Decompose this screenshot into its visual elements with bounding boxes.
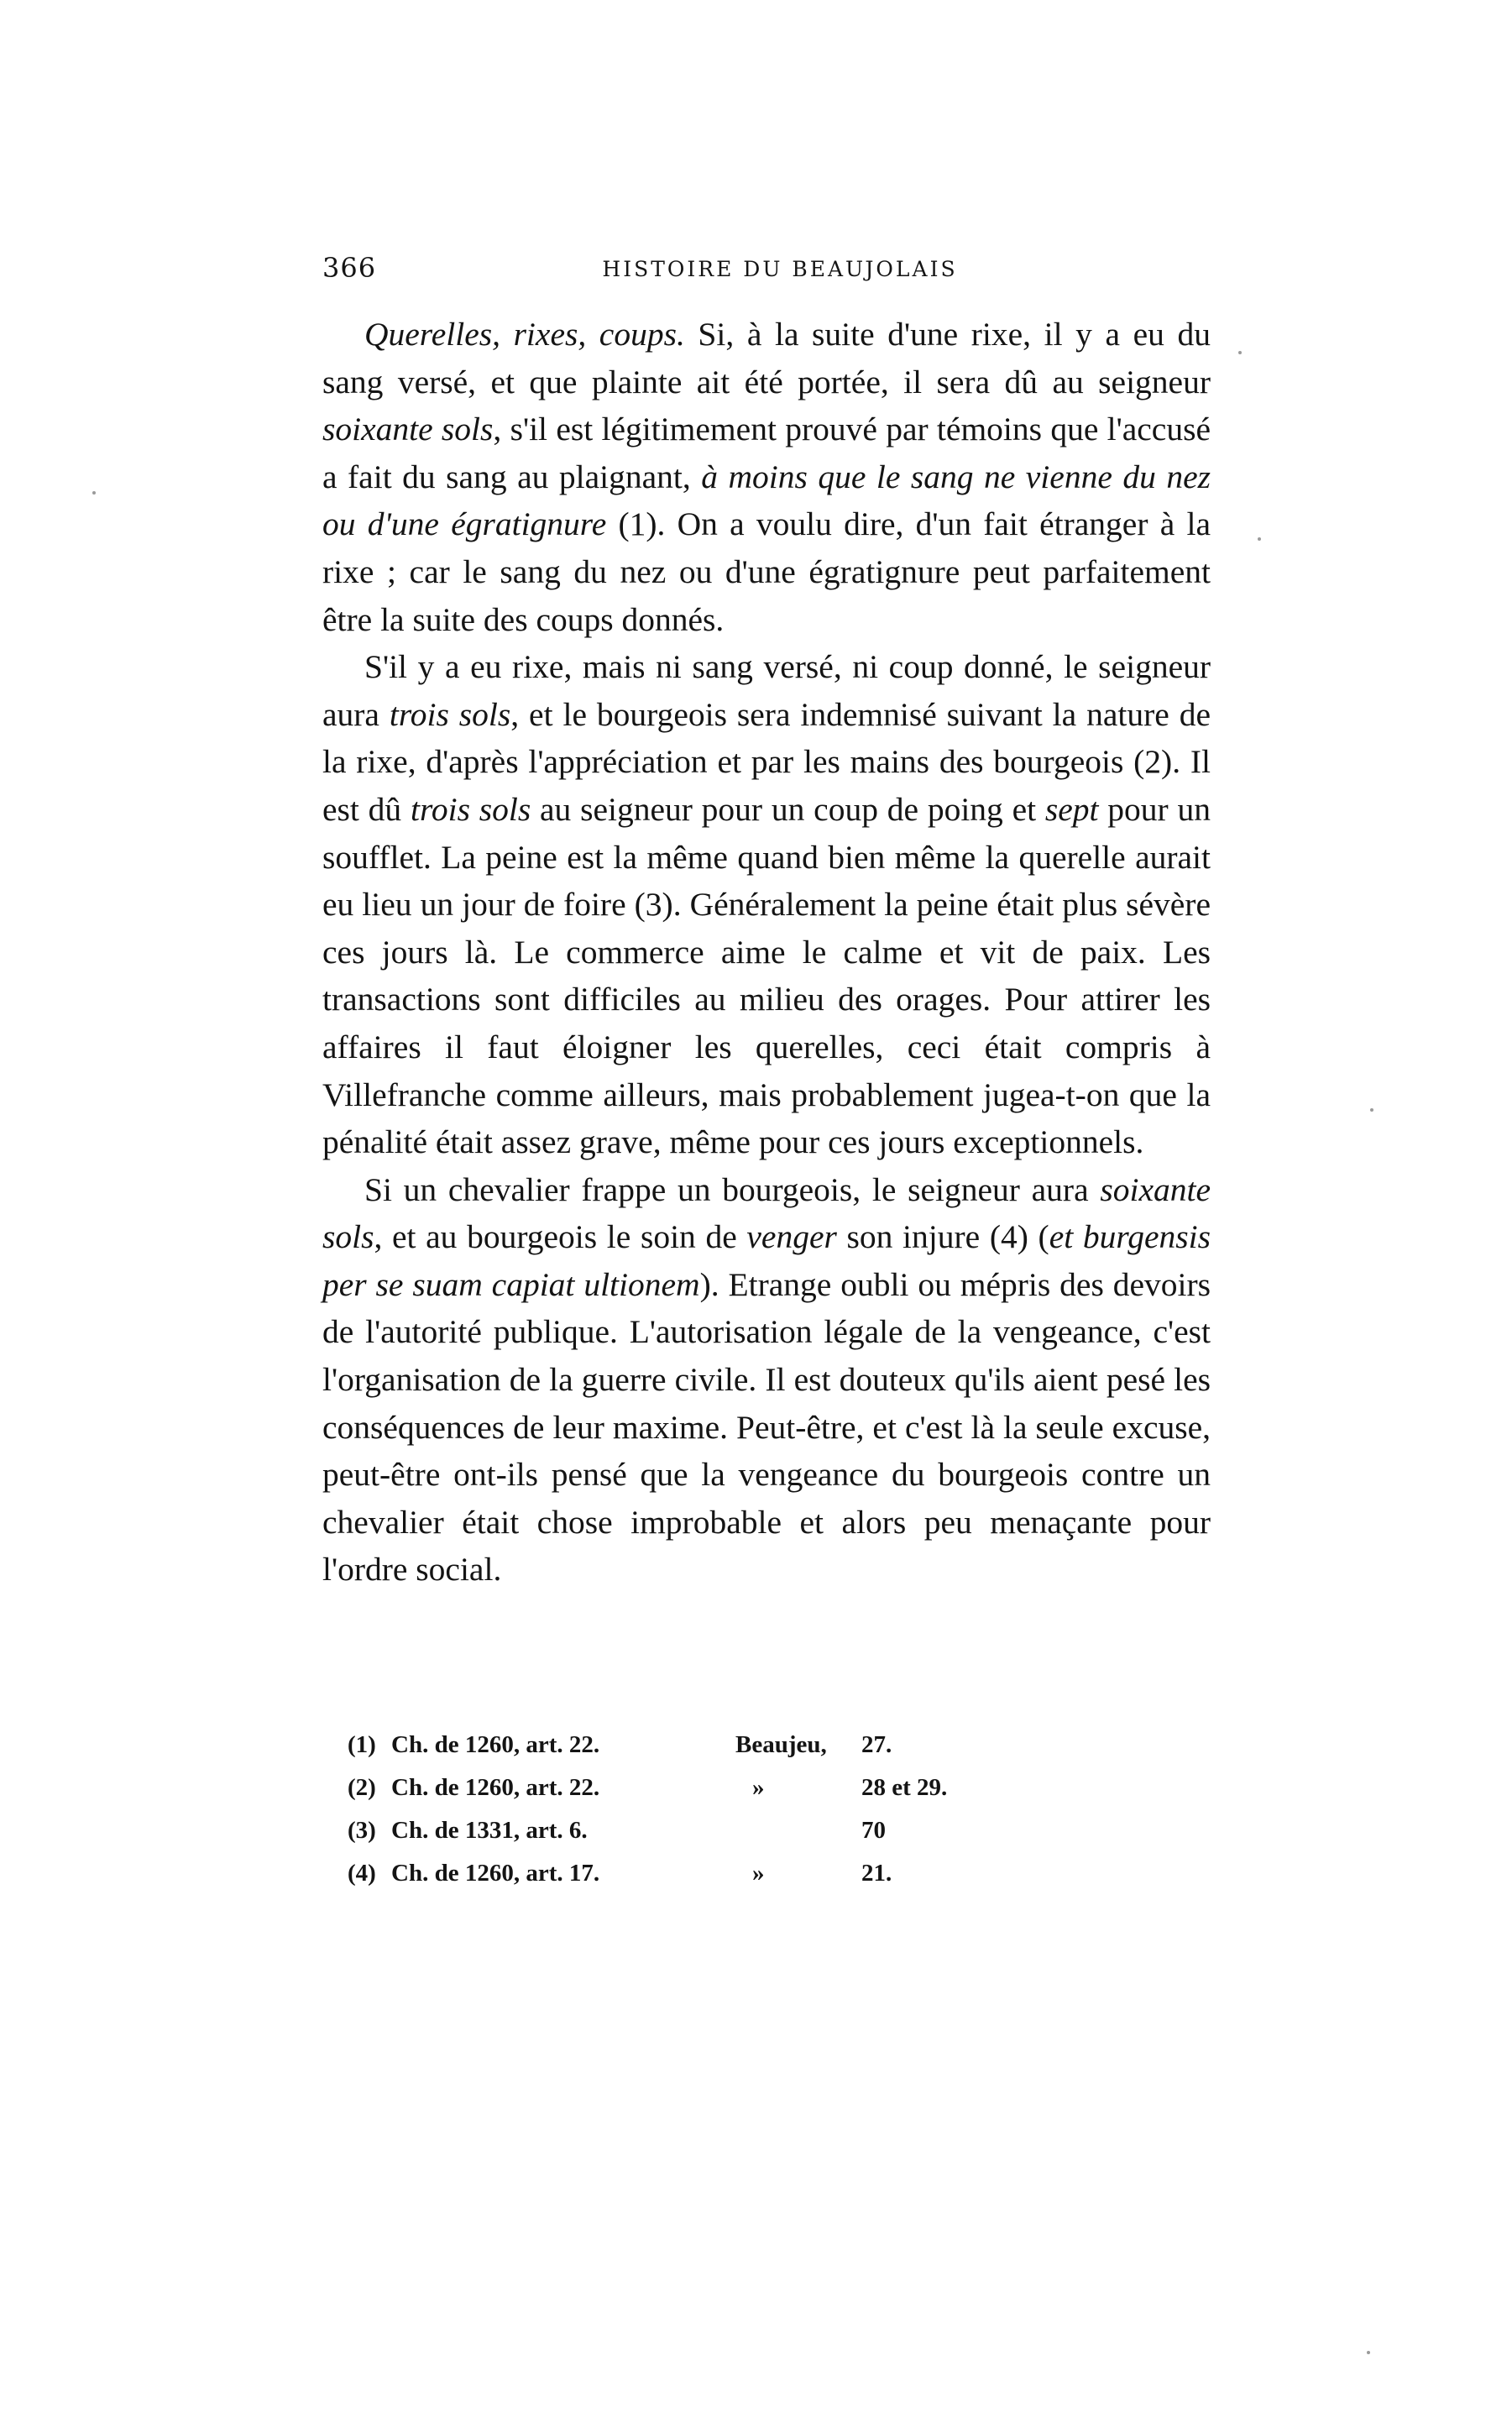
footnote-source: Beaujeu, [735,1731,827,1758]
text-segment: pour un soufflet. La peine est la même quand bien même la querelle aurait eu lieu un jour de foire (3). Généralement la peine était plus sévère ces jours là. Le commerce aime le calme et vit de paix. Les transactions sont difficiles au milieu des orages. Pour attirer les affaires il faut éloigner les querelles, ceci était compris à Villefranche comme ailleurs, mais probablement jugea-t-on que la pénalité était assez grave, même pour ces jours exceptionnels. [322,790,1211,1161]
text-segment: , et le bourgeois sera indemnisé suivant la nature de la rixe, d'après l'appréciation et par les mains des bourgeois (2). Il est dû [322,695,1211,828]
footnote-reference: Ch. de 1260, art. 22. [391,1774,600,1801]
text-segment: Si un chevalier frappe un bourgeois, le seigneur aura [364,1170,1101,1208]
footnote-source [744,1809,870,1852]
footnote-article: 21. [861,1860,892,1887]
footnote [348,1809,1012,1852]
paragraph-1 [322,311,1211,643]
footnote [348,1852,1012,1895]
footnote-number: (3) [348,1817,376,1844]
text-segment: son injure (4) ( [836,1218,1049,1256]
paragraph-2 [322,643,1211,1166]
text-segment: sept [1044,790,1099,828]
body-text [322,311,1211,1594]
footnote [348,1724,1012,1767]
footnote-source: » [752,1860,765,1887]
scan-speck [1238,351,1242,354]
footnote [348,1767,1012,1809]
scan-speck [1370,1108,1373,1112]
footnote-article: 27. [861,1731,892,1758]
footnote-reference: Ch. de 1331, art. 6. [391,1817,588,1844]
running-title: HISTOIRE DU BEAUJOLAIS [602,257,958,281]
text-segment: Querelles, rixes, coups. [364,316,685,353]
text-segment: Si, à la suite d'une rixe, il y a eu du sang versé, et que plainte ait été portée, il sera dû au seigneur [322,316,1211,400]
text-segment: S'il y a eu rixe, mais ni sang versé, ni coup donné, le seigneur aura [322,648,1211,733]
text-segment: et burgensis per se suam capiat ultionem [322,1218,1211,1303]
scan-speck [1258,537,1261,541]
footnote-reference: Ch. de 1260, art. 22. [391,1731,600,1758]
footnote-article: 28 et 29. [861,1774,948,1801]
text-segment: , s'il est légitimement prouvé par témoins que l'accusé a fait du sang au plaignant, [322,411,1211,495]
text-segment: (1). On a voulu dire, d'un fait étranger à la rixe ; car le sang du nez ou d'une égratignure peut parfaitement être la suite des coups donnés. [322,505,1211,638]
footnote-number: (1) [348,1731,376,1758]
footnote-reference: Ch. de 1260, art. 17. [391,1860,600,1887]
paragraph-3 [322,1166,1211,1594]
footnote-number: (4) [348,1860,376,1887]
footnotes [348,1724,1012,1895]
page-header [322,252,1237,294]
footnote-article: 70 [861,1817,886,1844]
text-segment: soixante sols [322,411,494,448]
footnote-number: (2) [348,1774,376,1801]
text-segment: au seigneur pour un coup de poing et [531,790,1045,828]
footnote-source: » [752,1774,765,1801]
text-segment: trois sols [389,695,511,733]
text-segment: trois sols [410,790,531,828]
scan-speck [1367,2351,1370,2354]
scan-speck [92,491,96,495]
text-segment: à moins que le sang ne vienne du nez ou d'une égratignure [322,458,1211,543]
text-segment: venger [746,1218,837,1256]
text-segment: , et au bourgeois le soin de [374,1218,747,1256]
text-segment: soixante sols [322,1170,1211,1256]
page-number: 366 [322,252,377,284]
text-segment: ). Etrange oubli ou mépris des devoirs de l'autorité publique. L'autorisation légale de la vengeance, c'est l'organisation de la guerre civile. Il est douteux qu'ils aient pesé les conséquences de leur maxime. Peut-être, et c'est là la seule excuse, peut-être ont-ils pensé que la vengeance du bourgeois contre un chevalier était chose improbable et alors peu menaçante pour l'ordre social. [322,1265,1211,1589]
